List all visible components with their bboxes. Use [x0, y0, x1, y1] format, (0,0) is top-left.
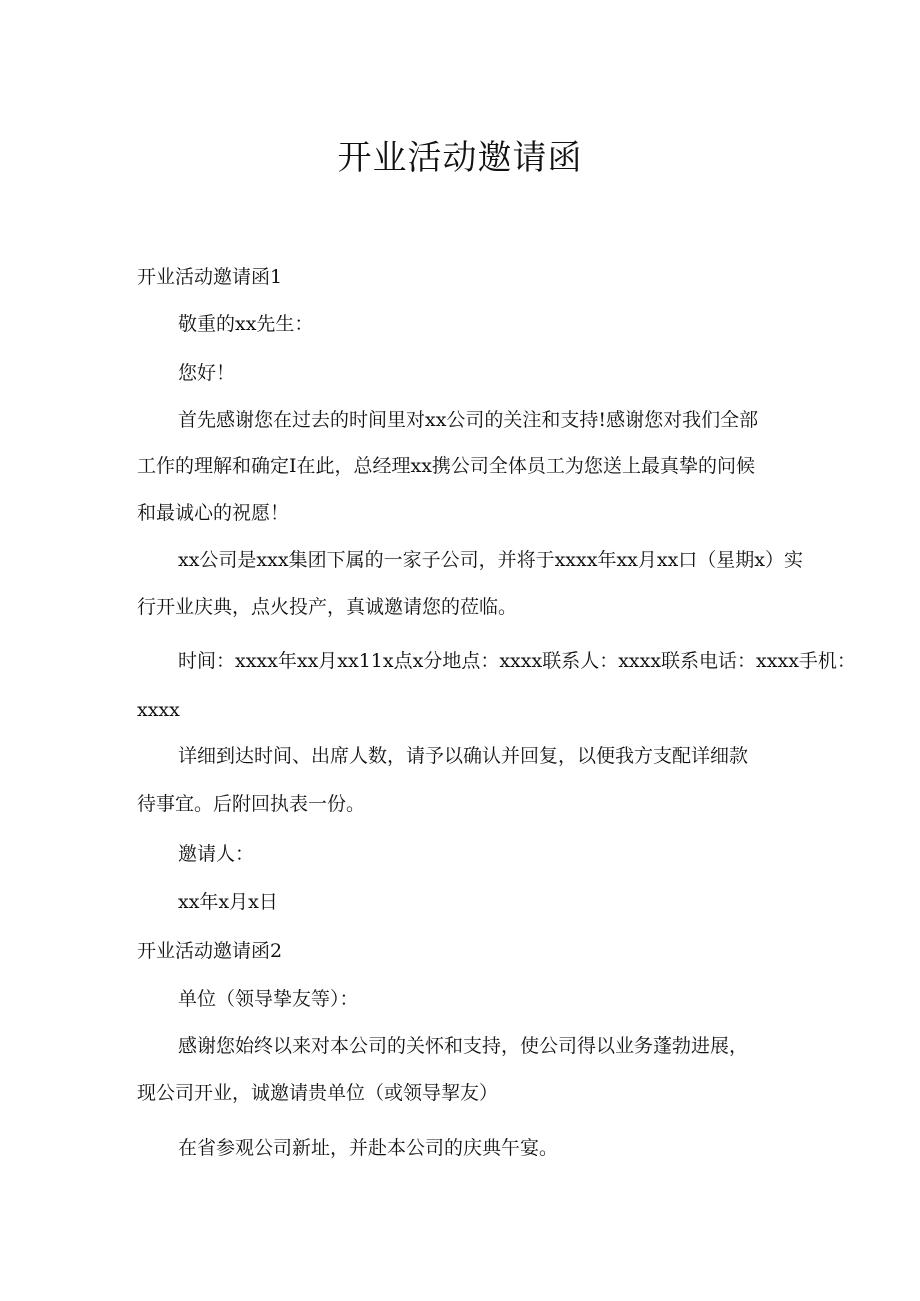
section1-date: xx年x月x日	[178, 891, 278, 913]
section1-para1-line2: 工作的理解和确定I在此，总经理xx携公司全体员工为您送上最真挚的问候	[137, 455, 755, 477]
section1-para4-line1: 详细到达时间、出席人数，请予以确认并回复，以便我方支配详细款	[178, 745, 749, 767]
section1-para2-line1: xx公司是xxx集团下属的一家子公司，并将于xxxx年xx月xx口（星期x）实	[178, 549, 804, 571]
section2-para2: 在省参观公司新址，并赴本公司的庆典午宴。	[178, 1137, 559, 1159]
section1-heading: 开业活动邀请函1	[137, 266, 283, 288]
section2-heading: 开业活动邀请函2	[137, 940, 283, 962]
section2-para1-line2: 现公司开业，诚邀请贵单位（或领导挈友）	[137, 1082, 499, 1104]
section1-inviter: 邀请人：	[178, 843, 255, 865]
section1-para3-line1: 时间：xxxx年xx月xx11x点x分地点：xxxx联系人：xxxx联系电话：xxxx手机：	[178, 650, 856, 672]
section1-greeting: 您好！	[178, 362, 236, 384]
section1-para1-line3: 和最诚心的祝愿！	[137, 502, 290, 524]
section1-para1-line1: 首先感谢您在过去的时间里对xx公司的关注和支持!感谢您对我们全部	[178, 409, 759, 431]
section2-salutation: 单位（领导挚友等）：	[178, 988, 359, 1010]
section2-para1-line1: 感谢您始终以来对本公司的关怀和支持，使公司得以业务蓬勃进展，	[178, 1035, 749, 1057]
section1-para4-line2: 待事宜。后附回执表一份。	[137, 793, 366, 815]
section1-para2-line2: 行开业庆典，点火投产，真诚邀请您的莅临。	[137, 596, 518, 618]
section1-para3-line2: xxxx	[137, 699, 180, 721]
document-title: 开业活动邀请函	[337, 138, 583, 178]
section1-salutation: 敬重的xx先生：	[178, 313, 314, 335]
